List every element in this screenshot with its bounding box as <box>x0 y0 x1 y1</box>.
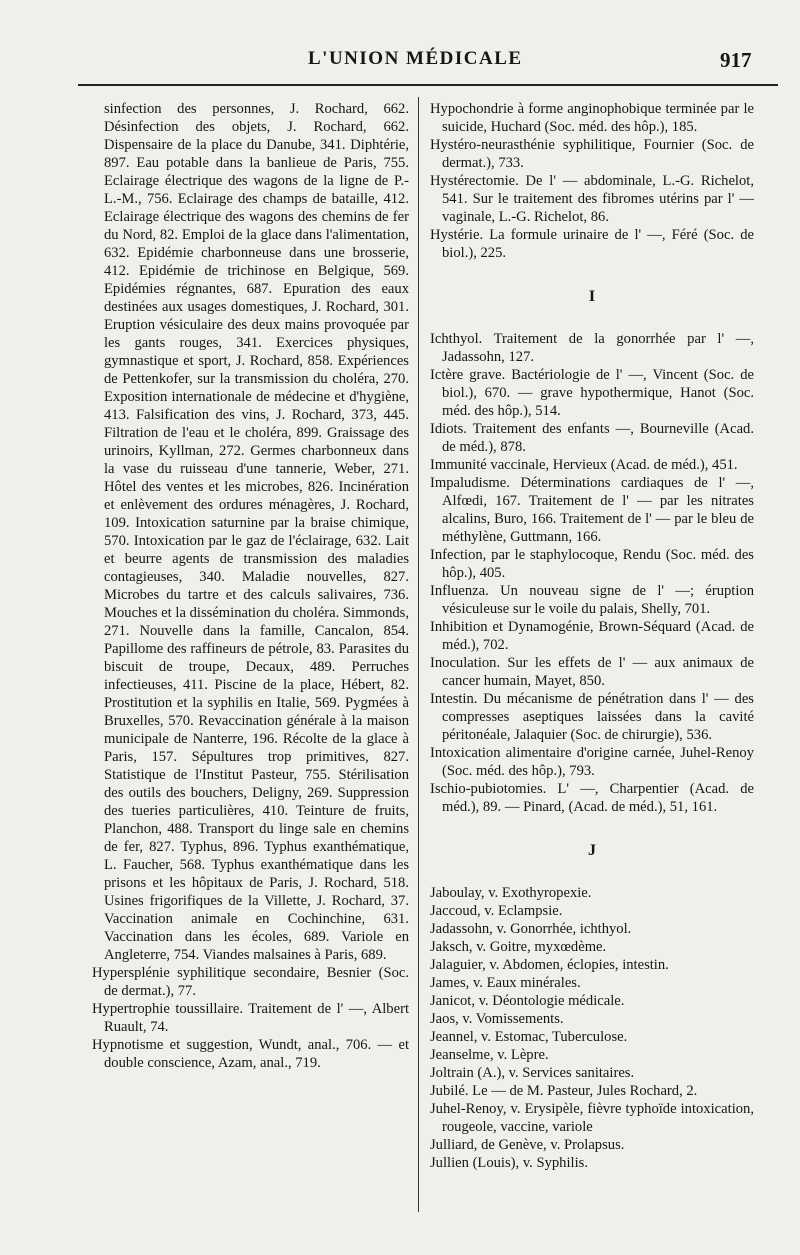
index-entry: Hypnotisme et suggestion, Wundt, anal., 706. — et double conscience, Azam, anal., 719. <box>92 1037 409 1071</box>
index-entry: Inhibition et Dynamogénie, Brown-Séquard (Acad. de méd.), 702. <box>430 619 754 653</box>
index-entry: Jullien (Louis), v. Syphilis. <box>430 1155 588 1171</box>
index-entry: James, v. Eaux minérales. <box>430 975 581 991</box>
column-divider <box>418 97 419 1212</box>
index-entry: Hystérie. La formule urinaire de l' —, Féré (Soc. de biol.), 225. <box>430 227 754 261</box>
index-entry: Jubilé. Le — de M. Pasteur, Jules Rochard, 2. <box>430 1083 698 1099</box>
running-title: L'UNION MÉDICALE <box>308 48 523 69</box>
right-column <box>430 100 754 1172</box>
index-entry: Hypertrophie toussillaire. Traitement de l' —, Albert Ruault, 74. <box>92 1001 409 1035</box>
index-entry: Intestin. Du mécanisme de pénétration dans l' — des compresses aseptiques laissées dans la cavité péritonéale, Jalaquier (Soc. de chirurgie), 536. <box>430 691 754 743</box>
index-entry: Jaksch, v. Goitre, myxœdème. <box>430 939 607 955</box>
index-entry: Hypersplénie syphilitique secondaire, Besnier (Soc. de dermat.), 77. <box>92 965 409 999</box>
index-entry: Jaos, v. Vomissements. <box>430 1011 564 1027</box>
index-entry: Julliard, de Genève, v. Prolapsus. <box>430 1137 625 1153</box>
left-column <box>92 100 409 1072</box>
index-entry: Joltrain (A.), v. Services sanitaires. <box>430 1065 635 1081</box>
index-entry: Ischio-pubiotomies. L' —, Charpentier (Acad. de méd.), 89. — Pinard, (Acad. de méd.), 51, 161. <box>430 781 754 815</box>
index-entry: Idiots. Traitement des enfants —, Bourneville (Acad. de méd.), 878. <box>430 421 754 455</box>
index-entry: Hypochondrie à forme anginophobique terminée par le suicide, Huchard (Soc. méd. des hôp.), 185. <box>430 101 754 135</box>
index-entry: sinfection des personnes, J. Rochard, 662. Désinfection des objets, J. Rochard, 662. Dispensaire de la place du Danube, 341. Diphtérie, 897. Eau potable dans la banlieue de Paris, 755. Eclairage électrique des wagons de la ligne de P.-L.-M., 756. Eclairage des champs de bataille, 412. Eclairage électrique des wagons des chemins de fer du Nord, 82. Emploi de la glace dans l'alimentation, 632. Epidémie charbonneuse dans une brosserie, 412. Epidémie de trichinose en Belgique, 569. Epidémies régnantes, 687. Epuration des eaux destinées aux usages domestiques, J. Rochard, 301. Eruption vésiculaire des deux mains provoquée par les gants rouges, 341. Exercices physiques, gymnastique et sport, J. Rochard, 858. Expériences de Pettenkofer, sur la transmission du choléra, 270. Exposition internationale de médecine et d'hygiène, 413. Falsification des vins, J. Rochard, 373, 445. Filtration de l'eau et le choléra, 899. Graissage des urinoirs, Kyllman, 272. Germes charbonneux dans la vase du ruisseau d'une tannerie, Weber, 271. Hôtel des ventes et les microbes, 826. Incinération et enlèvement des ordures ménagères, J. Rochard, 109. Intoxication saturnine par la braise chimique, 570. Intoxication par le gaz de l'éclairage, 632. Lait et beurre agents de transmission des maladies contagieuses, 340. Maladie nouvelles, 827. Microbes du tartre et des calculs salivaires, 736. Mouches et la dissémination du choléra. Simmonds, 271. Nouvelle dans la famille, Cancalon, 854. Papillome des raffineurs de pétrole, 83. Parasites du biscuit de troupe, Decaux, 489. Perruches infectieuses, 411. Piscine de la place, Hébert, 82. Prostitution et la syphilis en Italie, 569. Pygmées à Bruxelles, 570. Revaccination générale à la maison municipale de Nanterre, 196. Récolte de la glace à Paris, 157. Sépultures trop primitives, 827. Statistique de l'Institut Pasteur, 755. Stérilisation des outils des bouchers, Deligny, 269. Suppression des tueries particulières, 410. Teinture de fruits, Planchon, 488. Transport du linge sale en chemins de fer, 827. Typhus, 896. Typhus exanthématique, L. Faucher, 568. Typhus exanthématique dans les prisons et les hôpitaux de Paris, J. Rochard, 518. Usines frigorifiques de la Villette, J. Rochard, 37. Vaccination animale en Cochinchine, 631. Vaccination dans les écoles, 689. Variole en Angleterre, 754. Viandes malsaines à Paris, 689. <box>104 101 409 963</box>
index-entry: Juhel-Renoy, v. Erysipèle, fièvre typhoïde intoxication, rougeole, vaccine, variole <box>430 1101 754 1135</box>
index-entry: Impaludisme. Déterminations cardiaques de l' —, Alfœdi, 167. Traitement de l' — par les nitrates alcalins, Buro, 166. Traitement de l' — par le bleu de méthylène, Guttmann, 166. <box>430 475 754 545</box>
index-entry: Ichthyol. Traitement de la gonorrhée par l' —, Jadassohn, 127. <box>430 331 754 365</box>
page-number: 917 <box>720 48 752 72</box>
section-letter-j: J <box>588 842 596 859</box>
index-entry: Hystéro-neurasthénie syphilitique, Fournier (Soc. de dermat.), 733. <box>430 137 754 171</box>
section-letter-i: I <box>588 288 596 305</box>
index-entry: Jeanselme, v. Lèpre. <box>430 1047 549 1063</box>
index-entry: Janicot, v. Déontologie médicale. <box>430 993 625 1009</box>
page-header <box>0 44 800 74</box>
index-entry: Jalaguier, v. Abdomen, éclopies, intestin. <box>430 957 669 973</box>
index-entry: Jaccoud, v. Eclampsie. <box>430 903 563 919</box>
index-entry: Hystérectomie. De l' — abdominale, L.-G. Richelot, 541. Sur le traitement des fibromes utérins par l' — vaginale, L.-G. Richelot, 86. <box>430 173 754 225</box>
header-rule <box>78 84 778 86</box>
index-entry: Infection, par le staphylocoque, Rendu (Soc. méd. des hôp.), 405. <box>430 547 754 581</box>
index-entry: Ictère grave. Bactériologie de l' —, Vincent (Soc. de biol.), 670. — grave hypothermique, Hanot (Soc. méd. des hôp.), 514. <box>430 367 754 419</box>
index-entry: Immunité vaccinale, Hervieux (Acad. de méd.), 451. <box>430 457 738 473</box>
index-entry: Jadassohn, v. Gonorrhée, ichthyol. <box>430 921 632 937</box>
index-entry: Jeannel, v. Estomac, Tuberculose. <box>430 1029 628 1045</box>
index-entry: Jaboulay, v. Exothyropexie. <box>430 885 592 901</box>
index-entry: Inoculation. Sur les effets de l' — aux animaux de cancer humain, Mayet, 850. <box>430 655 754 689</box>
index-entry: Intoxication alimentaire d'origine carnée, Juhel-Renoy (Soc. méd. des hôp.), 793. <box>430 745 754 779</box>
index-entry: Influenza. Un nouveau signe de l' —; éruption vésiculeuse sur le voile du palais, Shelly, 701. <box>430 583 754 617</box>
